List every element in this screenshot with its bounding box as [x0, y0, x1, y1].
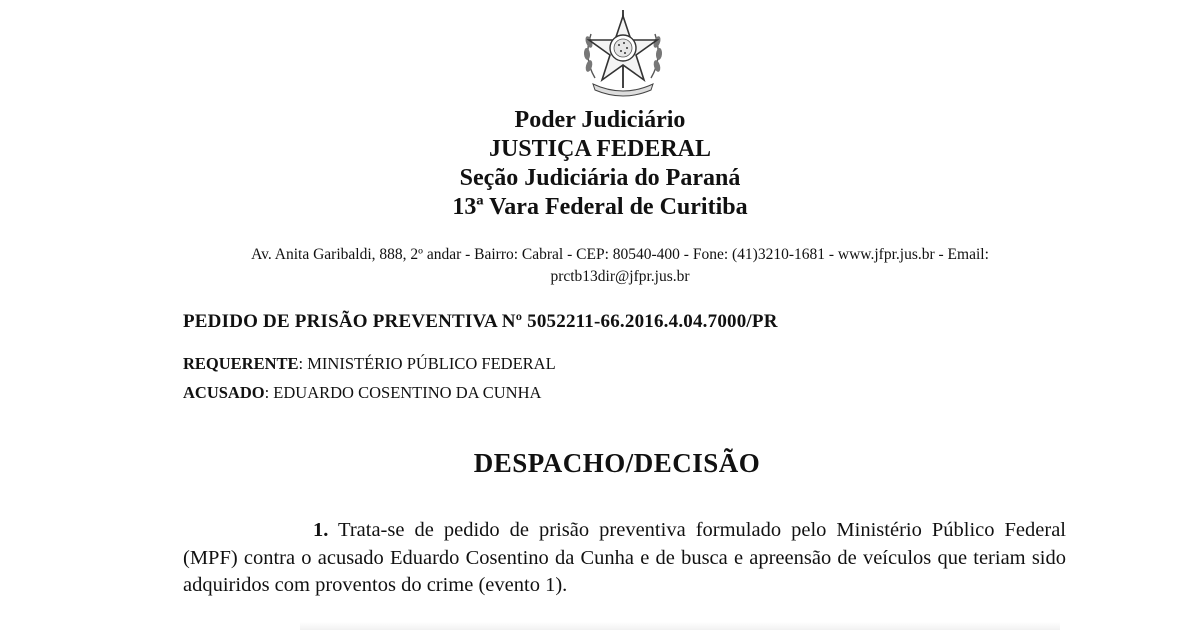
acusado-row [183, 383, 541, 403]
decision-paragraph [183, 517, 1066, 600]
paragraph-number: 1. [313, 519, 329, 541]
acusado-label: ACUSADO [183, 383, 265, 402]
court-header [0, 106, 1200, 222]
header-line-justice: JUSTIÇA FEDERAL [488, 136, 712, 162]
decision-title: DESPACHO/DECISÃO [473, 448, 761, 478]
court-address [140, 244, 1100, 288]
paragraph-text: Trata-se de pedido de prisão preventiva formulado pelo Ministério Público Federal (MPF) contra o acusado Eduardo Cosentino da Cunha e de busca e apreensão de veículos que teriam sido adquiridos com proventos do crime (evento 1). [183, 519, 1066, 596]
header-line-section: Seção Judiciária do Paraná [459, 165, 741, 191]
requerente-row [183, 354, 556, 374]
acusado-value: : EDUARDO COSENTINO DA CUNHA [264, 383, 542, 402]
requerente-label: REQUERENTE [183, 354, 299, 373]
address-line-2: prctb13dir@jfpr.jus.br [550, 268, 690, 285]
address-line-1: Av. Anita Garibaldi, 888, 2º andar - Bairro: Cabral - CEP: 80540-400 - Fone: (41)3210-1681 - www.jfpr.jus.br - Email: [251, 246, 989, 263]
case-title: PEDIDO DE PRISÃO PREVENTIVA Nº 5052211-66.2016.4.04.7000/PR [183, 311, 778, 332]
header-line-court: 13ª Vara Federal de Curitiba [452, 194, 748, 220]
requerente-value: : MINISTÉRIO PÚBLICO FEDERAL [298, 354, 556, 373]
brazil-coat-of-arms-icon [577, 8, 669, 100]
page-cutoff [300, 622, 1060, 630]
header-line-branch: Poder Judiciário [514, 107, 686, 133]
